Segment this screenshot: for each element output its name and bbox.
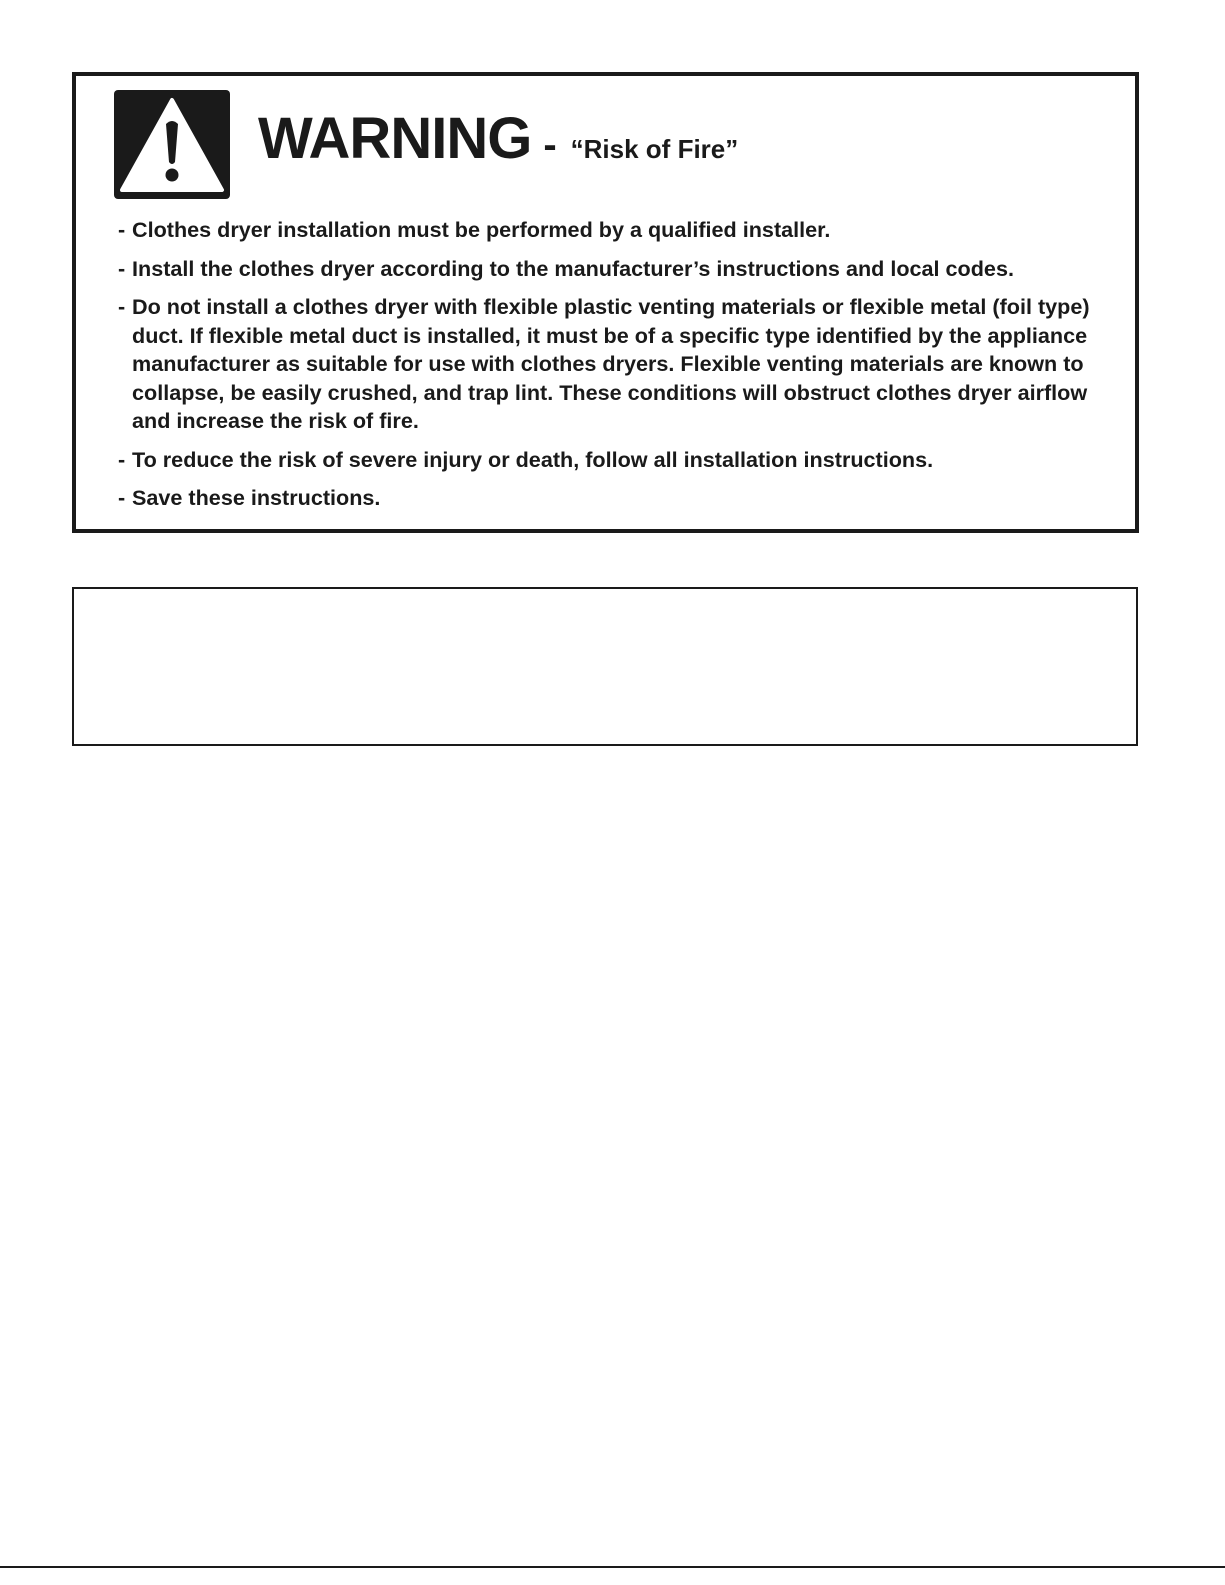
warning-instruction-item xyxy=(118,484,1128,513)
empty-notice-box xyxy=(72,587,1138,746)
warning-subtitle: “Risk of Fire” xyxy=(570,134,739,164)
bullet-marker: - xyxy=(118,217,126,242)
warning-instruction-text: Do not install a clothes dryer with flexible plastic venting materials or flexible metal (foil type) duct. If flexible metal duct is installed, it must be of a specific type identified by the appliance manufacturer as suitable for use with clothes dryers. Flexible venting materials are known to collapse, be easily crushed, and trap lint. These conditions will obstruct clothes dryer airflow and increase the risk of fire. xyxy=(132,294,1090,433)
bullet-marker: - xyxy=(118,485,126,510)
bullet-marker: - xyxy=(118,255,126,281)
warning-triangle-icon xyxy=(114,90,230,199)
warning-instruction-text: Save these instructions. xyxy=(132,485,381,510)
warning-heading xyxy=(258,106,739,171)
warning-title: WARNING xyxy=(258,106,532,171)
warning-instruction-item xyxy=(118,255,1128,284)
page-bottom-rule xyxy=(0,1566,1225,1568)
bullet-marker: - xyxy=(118,294,126,319)
warning-instruction-text: To reduce the risk of severe injury or death, follow all installation instructions. xyxy=(132,446,934,472)
warning-box xyxy=(72,72,1139,533)
bullet-marker: - xyxy=(118,446,126,472)
warning-instruction-item xyxy=(118,293,1128,436)
warning-instruction-item xyxy=(118,216,1128,245)
warning-instruction-text: Install the clothes dryer according to the manufacturer’s instructions and local codes. xyxy=(132,255,1014,281)
warning-title-separator: - xyxy=(543,123,557,167)
warning-instruction-text: Clothes dryer installation must be performed by a qualified installer. xyxy=(132,217,831,242)
warning-instructions-list xyxy=(118,216,1128,523)
warning-instruction-item xyxy=(118,446,1128,475)
